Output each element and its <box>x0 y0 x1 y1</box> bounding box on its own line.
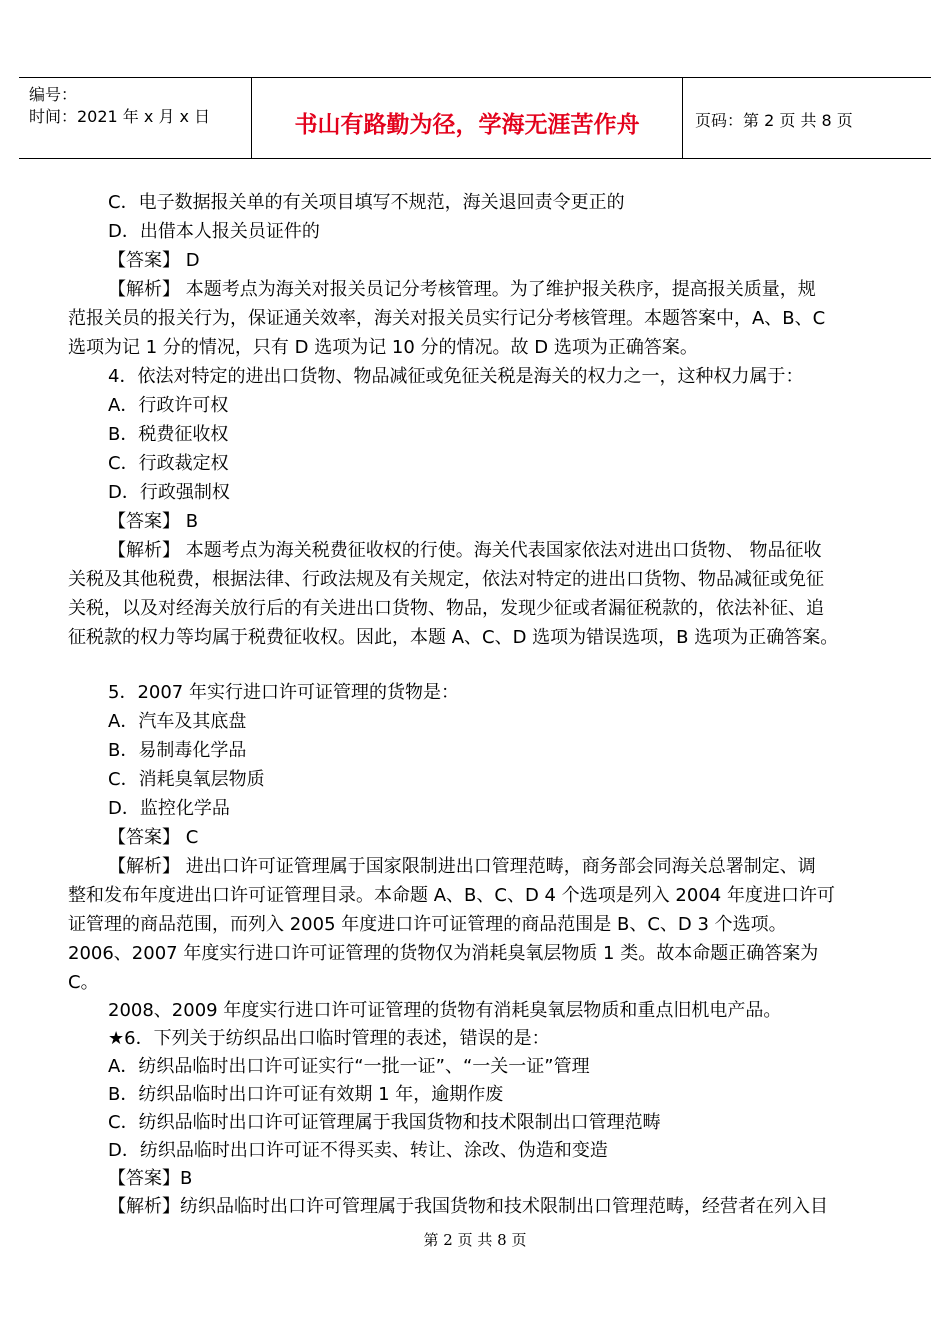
text-line: 【解析】 进出口许可证管理属于国家限制进出口管理范畴，商务部会同海关总署制定、调 <box>108 856 816 877</box>
text-line: 【答案】 D <box>108 250 200 271</box>
text-line: A．汽车及其底盘 <box>108 711 247 732</box>
text-line: 关税，以及对经海关放行后的有关进出口货物、物品，发现少征或者漏征税款的，依法补征、追 <box>68 598 824 619</box>
text-line: 选项为记 1 分的情况，只有 D 选项为记 10 分的情况。故 D 选项为正确答案。 <box>68 337 698 358</box>
text-line: C．消耗臭氧层物质 <box>108 769 265 790</box>
page-header <box>19 77 931 159</box>
text-line: 2006、2007 年度实行进口许可证管理的货物仅为消耗臭氧层物质 1 类。故本命题正确答案为 <box>68 943 819 964</box>
text-line: B．税费征收权 <box>108 424 229 445</box>
text-line: 4．依法对特定的进出口货物、物品减征或免征关税是海关的权力之一，这种权力属于： <box>108 366 804 387</box>
header-page-info: 页码：第 2 页 共 8 页 <box>695 111 853 130</box>
text-line: 【解析】 本题考点为海关对报关员记分考核管理。为了维护报关秩序，提高报关质量，规 <box>108 279 816 300</box>
document-number-label: 编号： <box>29 85 78 104</box>
text-line: A．纺织品临时出口许可证实行“一批一证”、“一关一证”管理 <box>108 1056 590 1077</box>
text-line: 范报关员的报关行为，保证通关效率，海关对报关员实行记分考核管理。本题答案中，A、B、C <box>68 308 826 329</box>
text-line: 【答案】 B <box>108 511 199 532</box>
header-page-cell <box>683 78 931 158</box>
text-line: 【解析】 本题考点为海关税费征收权的行使。海关代表国家依法对进出口货物、 物品征收 <box>108 540 822 561</box>
text-line: C．行政裁定权 <box>108 453 229 474</box>
text-line: 关税及其他税费，根据法律、行政法规及有关规定，依法对特定的进出口货物、物品减征或免征 <box>68 569 824 590</box>
text-line: B．纺织品临时出口许可证有效期 1 年，逾期作废 <box>108 1084 504 1105</box>
text-line: 【答案】 C <box>108 827 199 848</box>
text-line: ★6．下列关于纺织品出口临时管理的表述，错误的是： <box>108 1028 550 1049</box>
header-motto: 书山有路勤为径，学海无涯苦作舟 <box>294 111 640 138</box>
document-time-label: 时间：2021 年 x 月 x 日 <box>29 107 211 126</box>
text-line: 整和发布年度进出口许可证管理目录。本命题 A、B、C、D 4 个选项是列入 2004 年度进口许可 <box>68 885 835 906</box>
text-line: 5．2007 年实行进口许可证管理的货物是： <box>108 682 459 703</box>
text-line: C．纺织品临时出口许可证管理属于我国货物和技术限制出口管理范畴 <box>108 1112 661 1133</box>
text-line: 【解析】纺织品临时出口许可管理属于我国货物和技术限制出口管理范畴，经营者在列入目 <box>108 1196 828 1217</box>
text-line: C。 <box>68 972 99 993</box>
text-line: D．监控化学品 <box>108 798 230 819</box>
page-footer: 第 2 页 共 8 页 <box>423 1231 527 1249</box>
text-line: D．行政强制权 <box>108 482 230 503</box>
text-line: 2008、2009 年度实行进口许可证管理的货物有消耗臭氧层物质和重点旧机电产品。 <box>108 1000 782 1021</box>
header-motto-cell <box>252 78 683 158</box>
text-line: C．电子数据报关单的有关项目填写不规范，海关退回责令更正的 <box>108 192 625 213</box>
text-line: B．易制毒化学品 <box>108 740 247 761</box>
text-line: 【答案】B <box>108 1168 193 1189</box>
text-line: D．纺织品临时出口许可证不得买卖、转让、涂改、伪造和变造 <box>108 1140 608 1161</box>
text-line: D．出借本人报关员证件的 <box>108 221 320 242</box>
text-line: 征税款的权力等均属于税费征收权。因此，本题 A、C、D 选项为错误选项，B 选项为正确答案。 <box>68 627 839 648</box>
header-meta-cell <box>19 78 252 158</box>
text-line: 证管理的商品范围，而列入 2005 年度进口许可证管理的商品范围是 B、C、D 3 个选项。 <box>68 914 787 935</box>
text-line: A．行政许可权 <box>108 395 229 416</box>
